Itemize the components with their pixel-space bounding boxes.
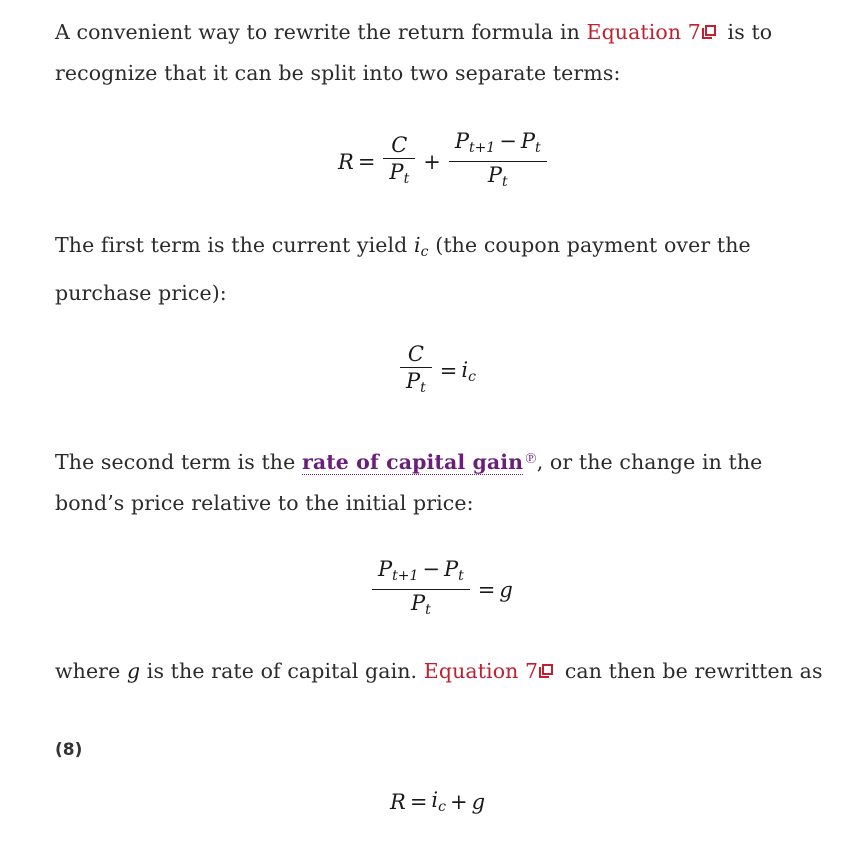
equation-7-link-label: Equation 7 [423,659,539,683]
math-operator-equals: = [409,789,428,814]
equation-return-split [338,128,551,195]
math-variable-g: g [499,577,513,602]
paragraph-text: , or the change in the bond’s price relative to the initial price: [55,450,763,515]
paragraph-intro [55,12,825,94]
fraction-numerator: $P_{t+1} - P_t$ [378,557,464,584]
math-variable-g: g [471,789,486,814]
glossary-icon[interactable]: ℗ [525,449,537,467]
paragraph-text: The second term is the [55,450,302,474]
fraction-numerator: C [407,342,424,366]
inline-math-g: g [126,659,141,683]
fraction-denominator: $P_t$ [487,163,508,191]
math-operator-equals: = [439,359,458,384]
equation-7-link-label: Equation 7 [586,20,701,44]
fraction-numerator: C [391,132,408,157]
math-operator-plus: + [423,149,441,174]
paragraph-text: A convenient way to rewrite the return formula in [55,20,587,44]
fraction-price-change [449,128,547,195]
fraction-numerator: $P_{t+1} - P_t$ [454,129,541,156]
equation-7-link[interactable] [587,20,721,44]
math-variable-ic: $i_c$ [431,788,446,815]
paragraph-rewrite [55,651,825,692]
fraction-coupon-over-price [383,132,415,192]
paragraph-text: is the rate of capital gain. [140,659,424,683]
math-operator-equals: = [357,149,376,174]
math-variable-R: R [338,149,354,174]
glossary-term-rate-of-capital-gain[interactable]: rate of capital gain [301,450,524,474]
external-link-icon [702,25,716,40]
math-operator-plus: + [449,789,468,814]
math-variable-ic: $i_c$ [461,357,476,385]
fraction-denominator: $P_t$ [406,369,426,397]
equation-current-yield [396,341,476,401]
paragraph-text: (the coupon payment over the purchase price): [55,233,751,305]
math-variable-R: R [390,789,406,814]
equation-number: (8) [55,740,83,760]
paragraph-text: is to recognize that it can be split into two separate terms: [55,20,773,85]
fraction-denominator: $P_t$ [411,591,431,619]
math-operator-equals: = [477,577,496,602]
paragraph-current-yield [55,225,825,314]
external-link-icon [539,664,553,679]
paragraph-text: can then be rewritten as [558,659,823,683]
equation-8-total-return [390,788,485,815]
fraction-denominator: $P_t$ [389,159,410,187]
paragraph-capital-gain [55,438,825,524]
paragraph-text: The first term is the current yield [55,233,414,257]
fraction-coupon-over-price [400,341,432,401]
inline-math-ic: $i_c$ [414,233,429,260]
equation-capital-gain [368,556,513,623]
fraction-price-change [372,556,470,623]
equation-7-link[interactable] [424,659,558,683]
paragraph-text: where [55,659,127,683]
